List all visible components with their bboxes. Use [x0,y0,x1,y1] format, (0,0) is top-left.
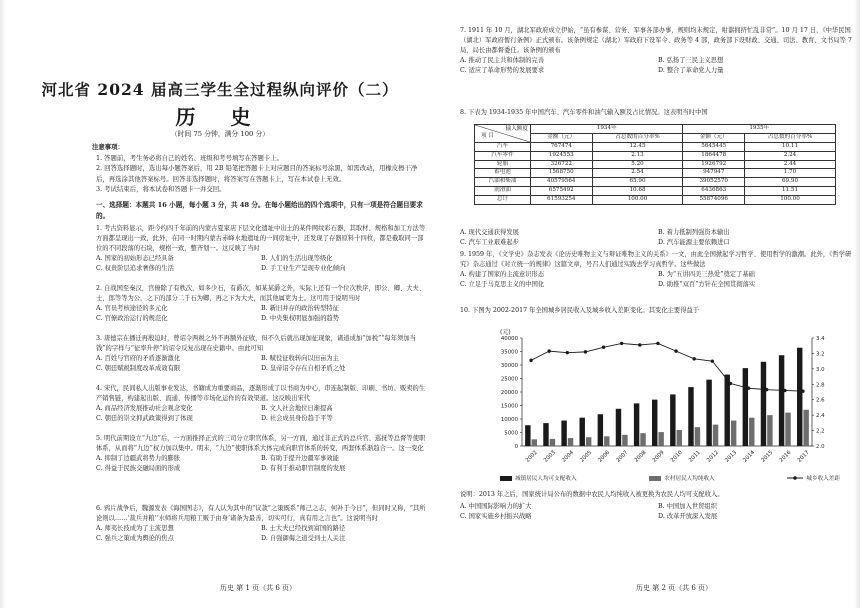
table-cell: 947947 [683,169,745,178]
option-b: B. 中国加入世贸组织 [658,503,718,510]
bar-urban-income [670,394,675,446]
option-a: A. 中国国际影响力的扩大 [460,503,532,510]
x-tick-label: 2007 [615,449,630,464]
y-tick-label-left: 35000 [500,349,518,356]
y-tick-label-left: 5000 [504,430,518,437]
option-d: D. 皇帝诏令存在自相矛盾之处 [261,365,346,373]
table-cell: 65.90 [592,178,683,187]
exam-title: 河北省 2024 届高三学生全过程纵向评价（二） [41,80,399,99]
question-2 [96,284,426,324]
x-tick-label: 2006 [597,449,612,464]
import-table [474,124,836,205]
option-c: C. 国家实施乡村振兴战略 [460,513,532,521]
gap-point [729,382,732,385]
bar-rural-income [604,436,609,446]
gap-point [674,349,677,352]
bar-urban-income [598,414,603,446]
x-tick-label: 2005 [579,449,594,464]
table-cell: 69.90 [745,178,836,187]
x-tick-label: 2010 [669,449,684,464]
option-c: C. 权贵阶层追求奢侈的生活 [96,265,174,273]
bar-rural-income [749,418,754,446]
y-tick-label-left: 15000 [500,403,518,410]
bar-rural-income [640,433,645,446]
row-label: 汽车零件 [475,151,531,160]
year-header: 1934年 [531,125,683,134]
bar-rural-income [568,438,573,446]
table-cell: 6436863 [683,186,745,195]
bar-urban-income [797,348,802,446]
option-a: A. 抑制了边疆武将势力的膨胀 [96,455,181,463]
bar-rural-income [731,421,736,446]
y-tick-label-right: 3.0 [816,366,825,373]
column-header: 占总数的百分率% [592,134,683,143]
legend-line-marker [787,475,803,481]
option-d: D. 社会成员身份趋于平等 [261,415,333,423]
table-cell: 40579564 [531,178,593,187]
table-cell: 2.24 [745,151,836,160]
y-tick-label-left: 30000 [500,363,518,369]
option-d: D. 手工业生产呈现专业化倾向 [261,265,346,273]
table-cell: 2.44 [745,160,836,169]
table-cell: 11.51 [745,186,836,195]
question-10-stem: 10. 下图为 2002-2017 年全国城乡居民收入及城乡收入差距变化。其变化主要得益于 [460,307,700,314]
x-tick-label: 2015 [760,449,775,464]
table-row [475,186,836,195]
table-cell: 1568750 [531,169,593,178]
table-cell: 100.00 [745,195,836,204]
option-a: A. 官员考核途径的多元化 [96,305,168,313]
y-tick-label-right: 3.2 [816,351,825,358]
option-a: A. 百姓与官府的矛盾逐渐激化 [96,355,181,363]
exam-page-2 [440,0,860,608]
note-item: 1. 答题前，考生务必将自己的姓名、班级和考号填写在答题卡上。 [96,153,284,162]
table-cell: 6575492 [531,186,593,195]
question-stem: 3. 唐德宗在播迁再殷迫时，曾诏令两税之外不再额外征收，但不久后就出现加征现象，诸道成加“加税”“每年须加当钱”的字样与“征率升停”的诏令反复出现在史籍中。由此可知 [96,335,416,353]
gap-point [566,351,569,354]
table-cell: 61593254 [531,195,593,204]
option-a: A. 国家的初始形态已经具备 [96,255,174,263]
time-info: （时间 75 分钟，满分 100 分） [170,130,270,138]
subject-title: 历 史 [175,105,265,129]
y-tick-label-left: 40000 [500,336,518,342]
bar-rural-income [622,435,627,446]
table-row [475,169,836,178]
y-tick-label-right: 2.6 [816,397,825,404]
gap-point [711,359,714,362]
bar-urban-income [543,423,548,446]
gap-point [638,343,641,346]
option-b: B. 为“五讲四美三热爱”奠定了基础 [658,271,755,279]
column-header: 金额（元） [531,134,593,143]
bar-urban-income [580,418,585,446]
bar-rural-income [532,439,537,446]
gap-point [765,388,768,391]
table-cell: 2.13 [592,151,683,160]
y-tick-label-left: 25000 [500,376,518,383]
note-item: 3. 考试结束后，将本试卷和答题卡一并交回。 [96,185,226,194]
option-d: D. 汽车能源主要依赖进口 [658,239,730,247]
table-cell: 1.70 [745,169,836,178]
bar-urban-income [652,400,657,446]
notes-heading: 注意事项： [92,143,124,151]
question-4 [96,384,426,424]
option-d: D. 自强御侮之道受到士人关注 [261,535,346,543]
page-footer: 历史 第 2 页（共 6 页） [636,584,713,592]
question-1 [96,224,426,274]
bar-rural-income [586,437,591,446]
question-stem: 9. 1959 年，《文学史》杂志发表《论历史唯物主义与辩证唯物主义的关系》一文，由此全国掀起学习哲学、使用哲学的激潮。此外，《哲学研究》杂志通过《对立统一的规律》这篇文章，号召人们通过实践去学习真哲学。这些做法 [460,251,852,269]
option-d: D. 助推“双百”方针在全国贯彻落实 [658,281,756,289]
bar-urban-income [761,362,766,446]
column-header: 占总数的百分率% [745,134,836,143]
option-c: C. 朝廷的崇文抑武政策得到了体现 [96,415,193,423]
table-row [475,143,836,152]
y-tick-label-left: 10000 [500,417,518,423]
option-b: B. 着力抵制列强资本输出 [658,229,730,236]
x-tick-label: 2014 [742,449,757,464]
notes-block [92,142,426,195]
question-10-note: 说明：2013 年之后，国家统计局公布的数据中农民人均纯收入被更换为农民人均可支配收入。 [460,491,724,498]
table-cell: 12.45 [592,143,683,152]
y-axis-unit-label: (元) [500,329,511,336]
y-tick-label-right: 2.2 [816,428,825,435]
bar-urban-income [634,403,639,446]
x-tick-label: 2011 [687,449,702,464]
x-tick-label: 2017 [796,449,811,464]
question-10-options [460,502,856,522]
option-c: C. 官僚政治运行的规范化 [96,315,168,323]
option-b: B. 赋役征收转向以田亩为主 [261,355,339,363]
legend-rural [649,474,714,482]
table-cell: 767474 [531,143,593,152]
table-cell: 55874096 [683,195,745,204]
corner-top-label: 输入额度 [505,126,528,132]
option-a: A. 构建了国家的主流意识形态 [460,271,545,279]
row-label: 蓄电池 [475,169,531,178]
question-stem: 5. 明代前期设立“九边”后，一方面推择正式的三司分立职官体系，另一方面，通过非正式的总兵官、巡抚等总督等使职体系，从而将“九边”权力加以集中。明末，“九边”使职体系大体完成向职官体系的转变，两套体系渐趋合一。这一变化 [96,435,426,453]
y-tick-label-left: 0 [514,444,518,450]
option-a: A. 商品经济发展推动社会观念变化 [96,405,193,413]
option-c: C. 朝廷赋税制度改革成效有限 [96,365,181,373]
table-cell: 5645445 [683,143,745,152]
x-tick-label: 2002 [524,449,539,464]
row-label: 总计 [475,195,531,204]
row-label: 汽油和柴油 [475,178,531,187]
chart-legend [500,474,840,482]
table-cell: 100.00 [592,195,683,204]
x-tick-label: 2013 [724,449,739,464]
x-tick-label: 2004 [561,449,575,464]
bar-urban-income [725,375,730,446]
bar-rural-income [785,413,790,446]
gap-point [747,386,750,389]
bar-rural-income [677,430,682,446]
question-stem: 6. 鸦片战争后，魏源发表《海国图志》，有人认为其中的“议款”之策既系“师己之志，何补于今日”，但同时又称，“其所论则以……‘裁兵并粮’‘水师将兵用粮工贩于由身’诸条为最善，切实可行，真有用之言也”。这说明当时 [96,505,426,523]
income-chart [486,326,846,474]
option-c: C. 适应了革命形势的发展要求 [460,67,545,75]
option-c: C. 立足于马克思主义的中国化 [460,281,545,289]
gap-point [584,350,587,353]
y-tick-label-left: 20000 [500,390,518,396]
table-corner-cell [475,125,531,143]
table-cell: 1924553 [531,151,593,160]
option-b: B. 士大夫已经找到富国的路径 [261,525,346,533]
option-c: C. 强兵之策成为舆论的焦点 [96,535,174,543]
table-row [475,151,836,160]
row-label: 轮胎 [475,160,531,169]
year-header: 1935年 [683,125,836,134]
table-cell: 326722 [531,160,593,169]
question-stem: 4. 宋代，民间私人出版事业发达，书籍成为重要商品，逐渐形成了以书商为中心，串连起制版、印刷、书坊、贩卖的生产销售链，构建起出版、流通、传播等市场化运作的有效渠道。这反映出宋代 [96,385,426,403]
table-row [475,178,836,187]
note-item: 2. 回答选择题时，选出每小题答案后，用 2B 铅笔把答题卡上对应题目的答案标号涂黑，如需改动，用橡皮擦干净后，再选涂其他答案标号。回答非选择题时，将答案写在答题卡上，写在本试卷上无效。 [96,164,418,183]
question-8-stem: 8. 下表为 1934-1935 年中国汽车、汽车零件和油气输入额及占比情况。这表明当时中国 [460,109,708,116]
bar-rural-income [767,415,772,446]
table-cell: 1864478 [683,151,745,160]
option-a: A. 推动了民主共和体制的完善 [460,57,545,65]
option-b: B. 文人社会地位日渐提高 [261,405,333,413]
gap-point [656,342,659,345]
gap-point [529,359,532,362]
table-cell: 10.68 [592,186,683,195]
option-d: D. 改革开放深入发展 [658,513,718,521]
option-c: C. 得益于民族交融局面的形成 [96,465,181,473]
bar-urban-income [779,355,784,446]
question-8-options [460,228,856,248]
question-9 [460,250,856,290]
option-b: B. 有助于提升边疆军事效能 [261,455,339,463]
table-cell: 39052570 [683,178,745,187]
bar-rural-income [803,410,808,446]
bar-rural-income [550,439,555,446]
option-b: B. 人们的生活出现等级化 [261,255,333,263]
y-tick-label-right: 2.0 [816,444,825,450]
x-tick-label: 2012 [706,449,720,464]
option-d: D. 中央集权明显加强的趋势 [261,315,340,323]
question-5 [96,434,426,474]
question-7 [460,26,856,76]
table-row [475,195,836,204]
y-tick-label-right: 2.8 [816,382,825,389]
option-c: C. 汽车工业艰难起步 [460,239,519,247]
y-tick-label-right: 3.4 [816,336,825,342]
question-6 [96,504,426,544]
bar-urban-income [525,425,530,446]
section-one-heading: 一、选择题：本题共 16 小题，每小题 3 分，共 48 分。在每小题给出的四个选项中，只有一项是符合题目要求的。 [96,201,423,220]
table-cell: 1926792 [683,160,745,169]
column-header: 金额（元） [683,134,745,143]
legend-label-rural: 农村居民人均纯收入 [664,476,715,482]
table-cell: 10.11 [745,143,836,152]
table-row [475,160,836,169]
gap-point [783,389,786,392]
question-stem: 2. 自战国至秦汉，官僚除了有秩次，如多少石，有爵次，如某某爵之外，实际上还有一个位次秩序，即公、卿、大夫、士、郎等等为公，之下的部分二千石为卿，再之下为大夫，而其他属吏为士。这可用于说明当时 [96,285,426,303]
bar-urban-income [706,380,711,446]
x-tick-label: 2009 [651,449,666,464]
question-stem: 7. 1911 年 10 月，湖北军政府成立伊始，“虽有参谋、营务、军事各部办事，规则均未规定，咁嚣拥挤忙乱非常”。10 月 17 日，《中华民国（湖北）军政府暂行条例》正式颁布。该条例规定（湖北）军政府下设军令、政务等 4 部，政务部下设财政、交通、司法、教育、文书局等 7 局，局长由都督委任。该条例的颁布 [460,27,852,55]
gap-point [547,349,550,352]
x-tick-label: 2008 [633,449,648,464]
gap-point [602,346,605,349]
legend-gap [787,474,840,482]
bar-rural-income [695,427,700,446]
bar-urban-income [743,368,748,446]
option-a: A. 师夷长技成为了主流思想 [96,525,174,533]
corner-bottom-label: 项 目 [481,133,494,140]
bar-urban-income [688,387,693,446]
question-stem: 1. 考古资料显示，距今约四千年前的内蒙古夏家店下层文化遗址中出土的某件网纹彩石器，其取材、规格和加工方法等方面都呈现出一致，此外，在同一时期内蒙古赤峰水地遗址的一间房址中，还发现了存器原料十四枚，都是截取同一部位的不同段落的石块，规格一致，整齐划一。这反映了当时 [96,225,426,253]
option-d: D. 有利于推动职官制度的发展 [261,465,346,473]
page-footer: 历史 第 1 页（共 6 页） [220,584,297,592]
bar-rural-income [658,432,663,446]
legend-label-urban: 城镇居民人均可支配收入 [515,476,577,482]
x-tick-label: 2003 [542,449,557,464]
legend-urban [500,474,577,482]
question-3 [96,334,426,374]
legend-swatch-urban [500,476,512,481]
option-a: A. 现代交通获得发展 [460,229,519,236]
gap-point [692,357,695,360]
legend-label-gap: 城乡收入差距 [806,476,840,482]
legend-swatch-rural [649,476,661,481]
x-tick-label: 2016 [778,449,793,464]
gap-point [620,342,623,345]
bar-rural-income [713,425,718,446]
table-cell: 5.20 [592,160,683,169]
option-d: D. 整合了革命党人力量 [658,67,724,75]
bar-urban-income [561,421,566,446]
y-tick-label-right: 2.4 [816,413,825,420]
table-cell: 2.54 [592,169,683,178]
option-b: B. 新旧并存的政治转型特征 [261,305,339,313]
row-label: 润滑油 [475,186,531,195]
row-label: 汽车 [475,143,531,152]
option-b: B. 弘扬了三民主义思想 [658,57,724,65]
bar-urban-income [616,409,621,446]
gap-point [801,390,804,393]
